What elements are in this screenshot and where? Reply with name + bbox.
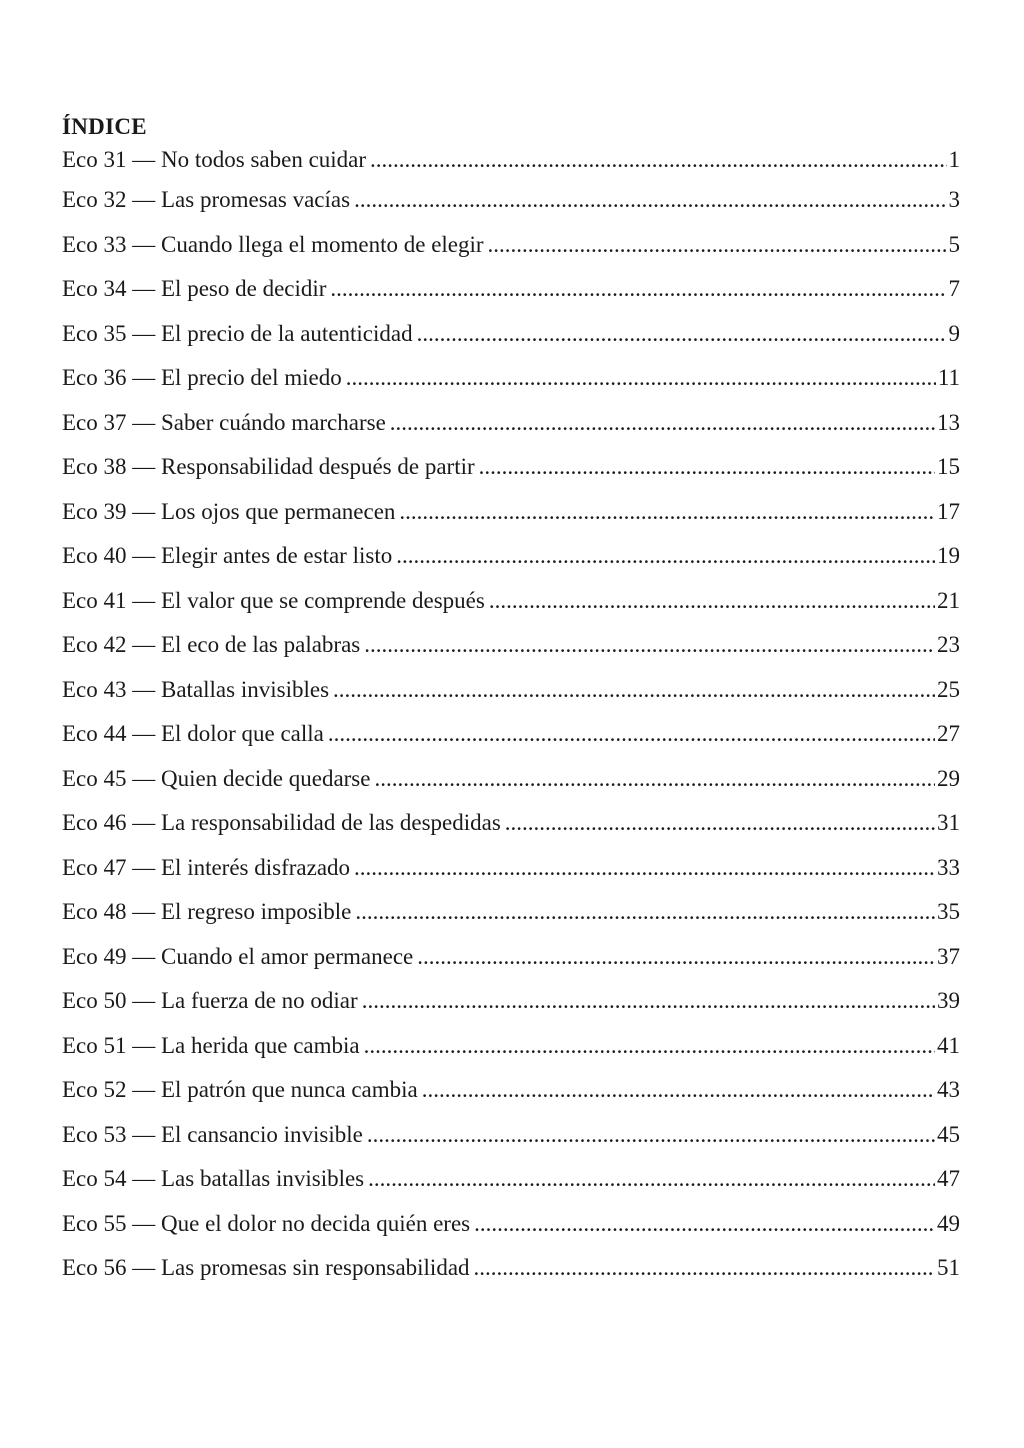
toc-entry-page-number: 3	[948, 187, 960, 212]
toc-dot-leader	[474, 1246, 935, 1291]
toc-entry-label: Eco 56 — Las promesas sin responsabilidad	[62, 1255, 470, 1280]
toc-entry-label: Eco 40 — Elegir antes de estar listo	[62, 543, 393, 568]
toc-dot-leader	[330, 267, 946, 312]
toc-entry-label: Eco 43 — Batallas invisibles	[62, 676, 330, 702]
toc-entry-label: Eco 38 — Responsabilidad después de partir	[62, 454, 475, 479]
toc-entry-label: Eco 39 — Los ojos que permanecen	[62, 498, 396, 524]
toc-entry	[62, 445, 960, 490]
toc-entry-label: Eco 32 — Las promesas vacías	[62, 187, 351, 212]
toc-entry-page-number: 19	[937, 543, 960, 568]
toc-entry	[62, 668, 960, 713]
toc-entry-page-number: 29	[937, 765, 960, 791]
toc-dot-leader	[489, 579, 935, 624]
toc-dot-leader	[399, 490, 935, 535]
toc-entry	[62, 267, 960, 312]
toc-entry-label: Eco 36 — El precio del miedo	[62, 365, 342, 390]
toc-dot-leader	[370, 142, 946, 178]
toc-dot-leader	[367, 1113, 935, 1158]
toc-entry	[62, 1068, 960, 1113]
toc-dot-leader	[354, 178, 946, 223]
toc-dot-leader	[328, 712, 935, 757]
toc-entry-page-number: 31	[937, 810, 960, 835]
toc-entry	[62, 846, 960, 891]
toc-dot-leader	[505, 801, 935, 846]
toc-entry-page-number: 25	[937, 676, 960, 702]
toc-entry	[62, 579, 960, 624]
toc-dot-leader	[390, 401, 935, 446]
toc-entry-page-number: 23	[937, 632, 960, 657]
toc-entry-page-number: 5	[948, 231, 960, 257]
toc-dot-leader	[364, 623, 935, 668]
toc-entry-label: Eco 46 — La responsabilidad de las despedidas	[62, 810, 501, 835]
toc-entry-page-number: 13	[937, 409, 960, 435]
toc-entry-label: Eco 50 — La fuerza de no odiar	[62, 988, 358, 1013]
toc-dot-leader	[474, 1202, 935, 1247]
toc-entry-page-number: 9	[948, 320, 960, 346]
toc-entry	[62, 801, 960, 846]
toc-entry-label: Eco 48 — El regreso imposible	[62, 899, 352, 924]
toc-entry-label: Eco 33 — Cuando llega el momento de elegir	[62, 231, 484, 257]
toc-dot-leader	[422, 1068, 935, 1113]
toc-entry-label: Eco 55 — Que el dolor no decida quién eres	[62, 1210, 471, 1236]
toc-list	[62, 142, 960, 1291]
toc-entry-label: Eco 53 — El cansancio invisible	[62, 1121, 363, 1147]
toc-entry-page-number: 33	[937, 854, 960, 880]
toc-entry-label: Eco 37 — Saber cuándo marcharse	[62, 409, 386, 435]
toc-dot-leader	[488, 223, 947, 268]
toc-entry	[62, 142, 960, 178]
toc-entry-page-number: 45	[937, 1121, 960, 1147]
toc-entry-page-number: 41	[937, 1032, 960, 1058]
toc-entry-label: Eco 51 — La herida que cambia	[62, 1032, 360, 1058]
toc-entry	[62, 356, 960, 401]
toc-entry-label: Eco 44 — El dolor que calla	[62, 721, 324, 746]
toc-title: ÍNDICE	[62, 114, 147, 139]
toc-dot-leader	[368, 1157, 935, 1202]
toc-entry	[62, 490, 960, 535]
toc-dot-leader	[479, 445, 935, 490]
toc-entry-page-number: 47	[937, 1166, 960, 1191]
toc-entry-page-number: 15	[937, 454, 960, 479]
toc-entry	[62, 401, 960, 446]
toc-entry-page-number: 49	[937, 1210, 960, 1236]
toc-entry-label: Eco 31 — No todos saben cuidar	[62, 147, 367, 172]
toc-entry	[62, 223, 960, 268]
toc-entry	[62, 979, 960, 1024]
toc-entry	[62, 534, 960, 579]
toc-entry-label: Eco 49 — Cuando el amor permanece	[62, 943, 414, 969]
toc-entry-page-number: 7	[948, 276, 960, 301]
toc-entry-page-number: 11	[937, 365, 960, 390]
toc-dot-leader	[354, 846, 935, 891]
toc-entry-page-number: 37	[937, 943, 960, 969]
toc-entry-page-number: 43	[937, 1077, 960, 1102]
toc-entry-page-number: 35	[937, 899, 960, 924]
document-page	[62, 112, 960, 1291]
toc-dot-leader	[355, 890, 935, 935]
toc-dot-leader	[417, 935, 935, 980]
toc-entry	[62, 312, 960, 357]
toc-entry-label: Eco 34 — El peso de decidir	[62, 276, 327, 301]
toc-entry-page-number: 39	[937, 988, 960, 1013]
toc-entry-label: Eco 45 — Quien decide quedarse	[62, 765, 371, 791]
toc-dot-leader	[396, 534, 935, 579]
toc-entry	[62, 1024, 960, 1069]
toc-entry-label: Eco 35 — El precio de la autenticidad	[62, 320, 413, 346]
toc-entry	[62, 890, 960, 935]
toc-entry-label: Eco 52 — El patrón que nunca cambia	[62, 1077, 418, 1102]
toc-entry-label: Eco 54 — Las batallas invisibles	[62, 1166, 365, 1191]
toc-dot-leader	[417, 312, 947, 357]
toc-entry	[62, 623, 960, 668]
toc-entry	[62, 935, 960, 980]
toc-dot-leader	[374, 757, 935, 802]
toc-dot-leader	[364, 1024, 935, 1069]
toc-dot-leader	[362, 979, 935, 1024]
toc-entry-page-number: 17	[937, 498, 960, 524]
toc-dot-leader	[333, 668, 935, 713]
toc-entry	[62, 1246, 960, 1291]
toc-entry-page-number: 51	[937, 1255, 960, 1280]
toc-entry-page-number: 21	[937, 587, 960, 613]
toc-entry	[62, 1113, 960, 1158]
toc-entry-label: Eco 42 — El eco de las palabras	[62, 632, 361, 657]
toc-dot-leader	[346, 356, 936, 401]
toc-entry-label: Eco 41 — El valor que se comprende después	[62, 587, 485, 613]
toc-entry	[62, 178, 960, 223]
toc-entry-label: Eco 47 — El interés disfrazado	[62, 854, 351, 880]
toc-entry	[62, 1202, 960, 1247]
toc-entry-page-number: 1	[948, 147, 960, 172]
toc-entry	[62, 712, 960, 757]
toc-entry	[62, 757, 960, 802]
toc-entry-page-number: 27	[937, 721, 960, 746]
toc-entry	[62, 1157, 960, 1202]
